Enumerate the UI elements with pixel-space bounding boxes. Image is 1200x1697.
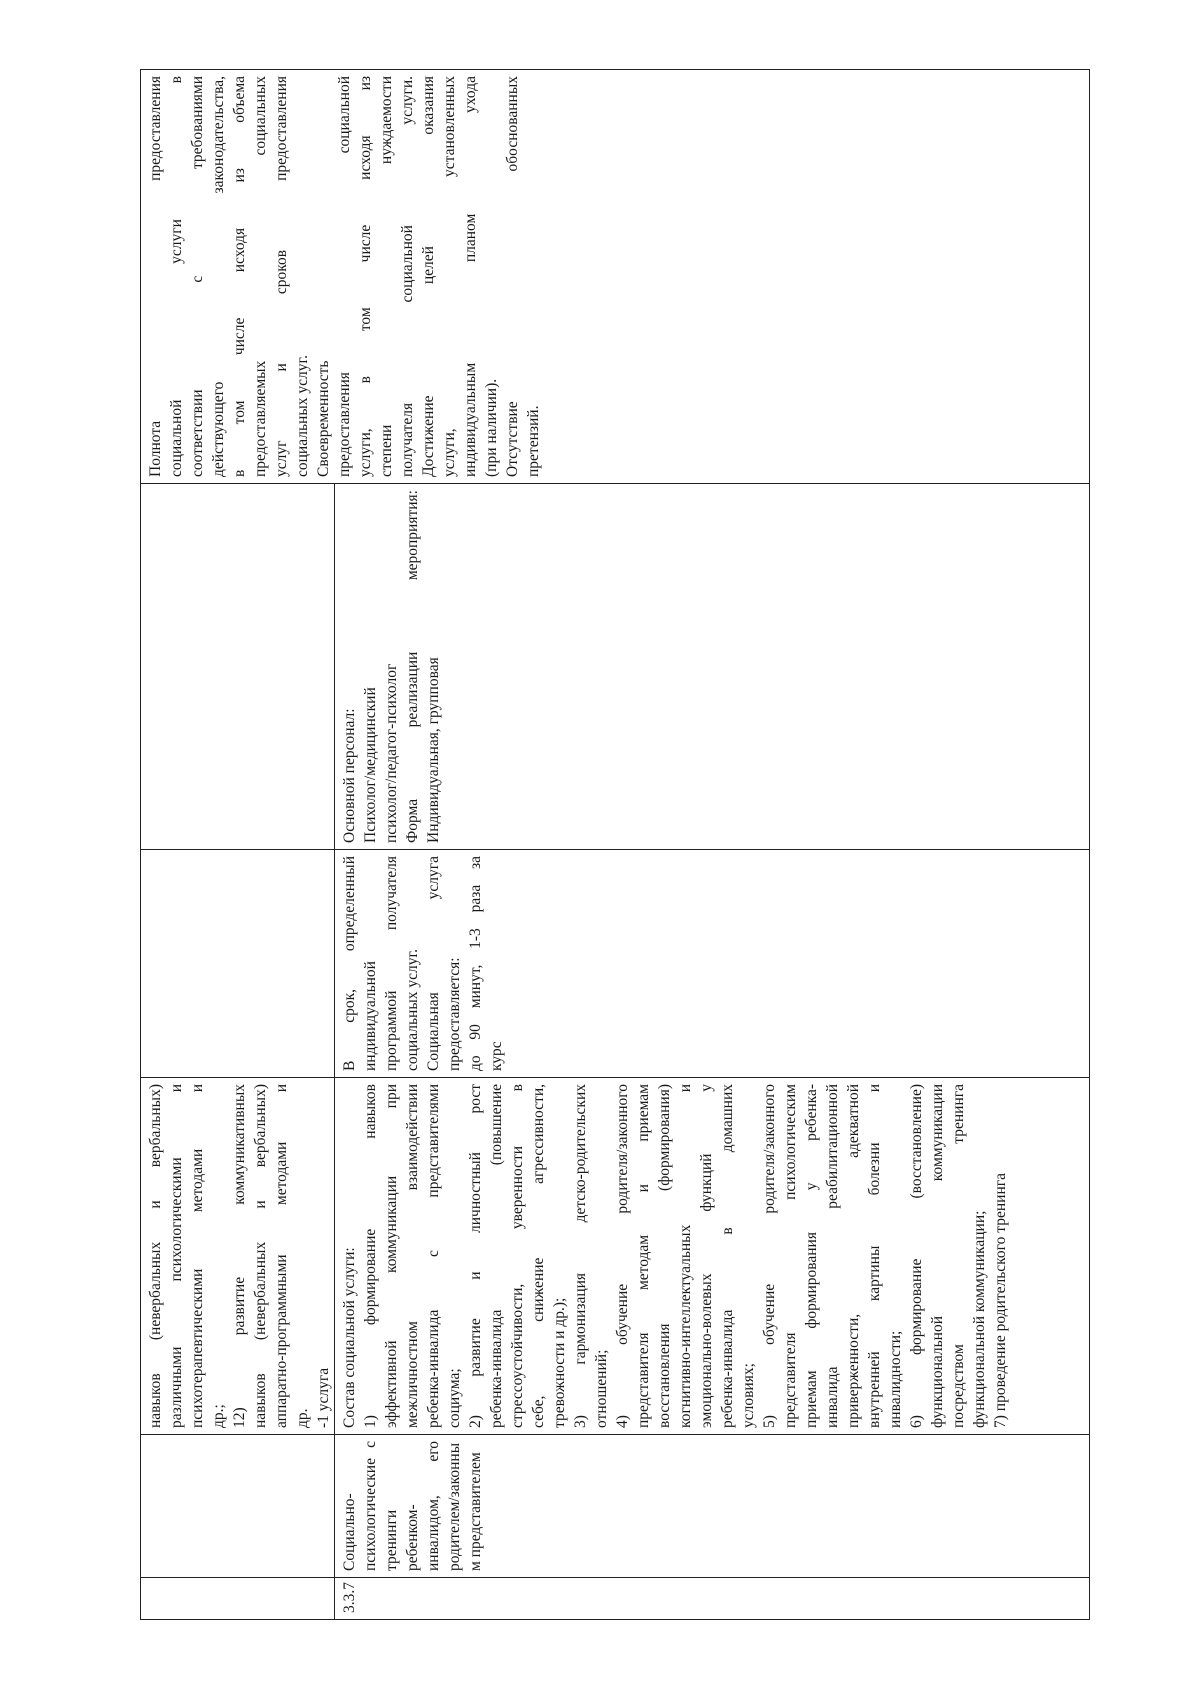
criteria-line: претензий. [525, 405, 542, 477]
staff-line: Психолог/медицинский [362, 687, 379, 843]
criteria-line: индивидуальным планом ухода [462, 76, 479, 477]
content-line: функциональной коммуникации [929, 1084, 946, 1428]
criteria-line: предоставляемых социальных [252, 76, 269, 477]
content-line: отношений; [593, 1349, 610, 1428]
content-line: инвалидности; [887, 1330, 904, 1428]
content-line: 7) проведение родительского тренинга [992, 1173, 1009, 1428]
criteria-line: соответствии с требованиями [189, 76, 206, 477]
rotated-page [140, 70, 1090, 1620]
prev-term-cell [141, 850, 335, 1078]
prev-content-line: др.; [210, 1404, 227, 1428]
content-line: ребенка-инвалида с представителями [425, 1084, 442, 1428]
criteria-line: Достижение целей оказания [420, 76, 437, 477]
criteria-line: услуг и сроков предоставления [273, 76, 290, 477]
term-line: Социальная услуга [425, 856, 442, 1071]
table-row-previous [141, 70, 335, 1620]
service-name-line: родителем/законны [446, 1442, 463, 1571]
content-line: посредством тренинга [950, 1084, 967, 1428]
prev-name-cell [141, 1435, 335, 1578]
criteria-line: Своевременность [315, 360, 332, 477]
staff-cell [335, 484, 1090, 850]
criteria-line: услуги, установленных [441, 76, 458, 477]
content-line: внутренней картины болезни и [866, 1084, 883, 1428]
content-line: когнитивно-интеллектуальных и [677, 1084, 694, 1428]
content-line: стрессоустойчивости, уверенности в [509, 1084, 526, 1428]
staff-line: Индивидуальная, групповая [425, 657, 442, 843]
prev-content-line: др. [294, 1408, 311, 1428]
criteria-line: услуги, в том числе исходя из [357, 76, 374, 477]
term-line: социальных услуг. [404, 949, 421, 1071]
criteria-line: Отсутствие обоснованных [504, 76, 521, 477]
term-line: программой получателя [383, 856, 400, 1071]
prev-content-line: различными психологическими и [168, 1084, 185, 1428]
criteria-line: Полнота предоставления [147, 76, 164, 477]
prev-content-line: навыков (невербальных и вербальных) [147, 1084, 164, 1428]
prev-content-line: -1 услуга [315, 1367, 332, 1428]
criteria-line: степени нуждаемости [378, 76, 395, 477]
content-line: 1) формирование навыков [362, 1084, 379, 1428]
prev-number-cell [141, 1578, 335, 1620]
term-line: курс [488, 1041, 505, 1071]
service-name-line: Социально- [341, 1493, 358, 1571]
criteria-line: действующего законодательства, [210, 76, 227, 477]
staff-line: психолог/педагог-психолог [383, 663, 400, 843]
content-line: Состав социальной услуги: [341, 1247, 358, 1428]
content-line: приемам формирования у ребенка- [803, 1084, 820, 1428]
content-line: 6) формирование (восстановление) [908, 1084, 925, 1428]
content-line: эффективной коммуникации при [383, 1084, 400, 1428]
staff-line: Форма реализации мероприятия: [404, 490, 421, 843]
criteria-line: социальной услуги в [168, 76, 185, 477]
content-line: восстановления (формирования) [656, 1084, 673, 1428]
criteria-line: предоставления социальной [336, 76, 353, 477]
content-line: представителя психологическим [782, 1084, 799, 1428]
row-number: 3.3.7 [341, 1582, 358, 1613]
content-line: 4) обучение родителя/законного [614, 1084, 631, 1428]
service-name-line: м представителем [467, 1452, 484, 1571]
content-line: приверженности, адекватной [845, 1084, 862, 1428]
content-line: себе, снижение агрессивности, [530, 1084, 547, 1428]
prev-content-line: психотерапевтическими методами и [189, 1084, 206, 1428]
term-line: В срок, определенный [341, 856, 358, 1071]
services-table [140, 69, 1090, 1620]
content-line: 5) обучение родителя/законного [761, 1084, 778, 1428]
service-name-line: психологические с [362, 1441, 379, 1571]
service-name-line: инвалидом, его [425, 1441, 442, 1571]
prev-content-line: навыков (невербальных и вербальных) [252, 1084, 269, 1428]
content-line: 2) развитие и личностный рост [467, 1084, 484, 1428]
criteria-line: (при наличии). [483, 378, 500, 477]
criteria-line: получателя социальной услуги. [399, 76, 416, 477]
content-line: ребенка-инвалида в домашних [719, 1084, 736, 1428]
criteria-line: социальных услуг. [294, 355, 311, 477]
staff-line: Основной персонал: [341, 708, 358, 843]
content-line: эмоционально-волевых функций у [698, 1084, 715, 1428]
content-line: межличностном взаимодействии [404, 1084, 421, 1428]
prev-content-cell [141, 1078, 335, 1435]
content-line: представителя методам и приемам [635, 1084, 652, 1428]
term-line: до 90 минут, 1-3 раза за [467, 856, 484, 1071]
content-line: тревожности и др.); [551, 1297, 568, 1428]
service-name-line: ребенком- [404, 1504, 421, 1571]
service-term-cell [335, 850, 1090, 1078]
term-line: индивидуальной [362, 961, 379, 1071]
prev-content-line: 12) развитие коммуникативных [231, 1084, 248, 1428]
criteria-line: в том числе исходя из объема [231, 76, 248, 477]
service-name-cell [335, 1435, 1090, 1578]
term-line: предоставляется: [446, 957, 463, 1071]
content-line: функциональной коммуникации; [971, 1210, 988, 1428]
content-line: 3) гармонизация детско-родительских [572, 1084, 589, 1428]
prev-content-line: аппаратно-программными методами и [273, 1084, 290, 1428]
content-line: условиях; [740, 1363, 757, 1428]
content-line: инвалида реабилитационной [824, 1084, 841, 1428]
row-number-cell [335, 1578, 1090, 1620]
prev-staff-cell [141, 484, 335, 850]
content-line: ребенка-инвалида (повышение [488, 1084, 505, 1428]
service-name-line: тренинги [383, 1509, 400, 1571]
criteria-cell [141, 70, 1090, 484]
content-line: социума; [446, 1368, 463, 1428]
service-content-cell [335, 1078, 1090, 1435]
